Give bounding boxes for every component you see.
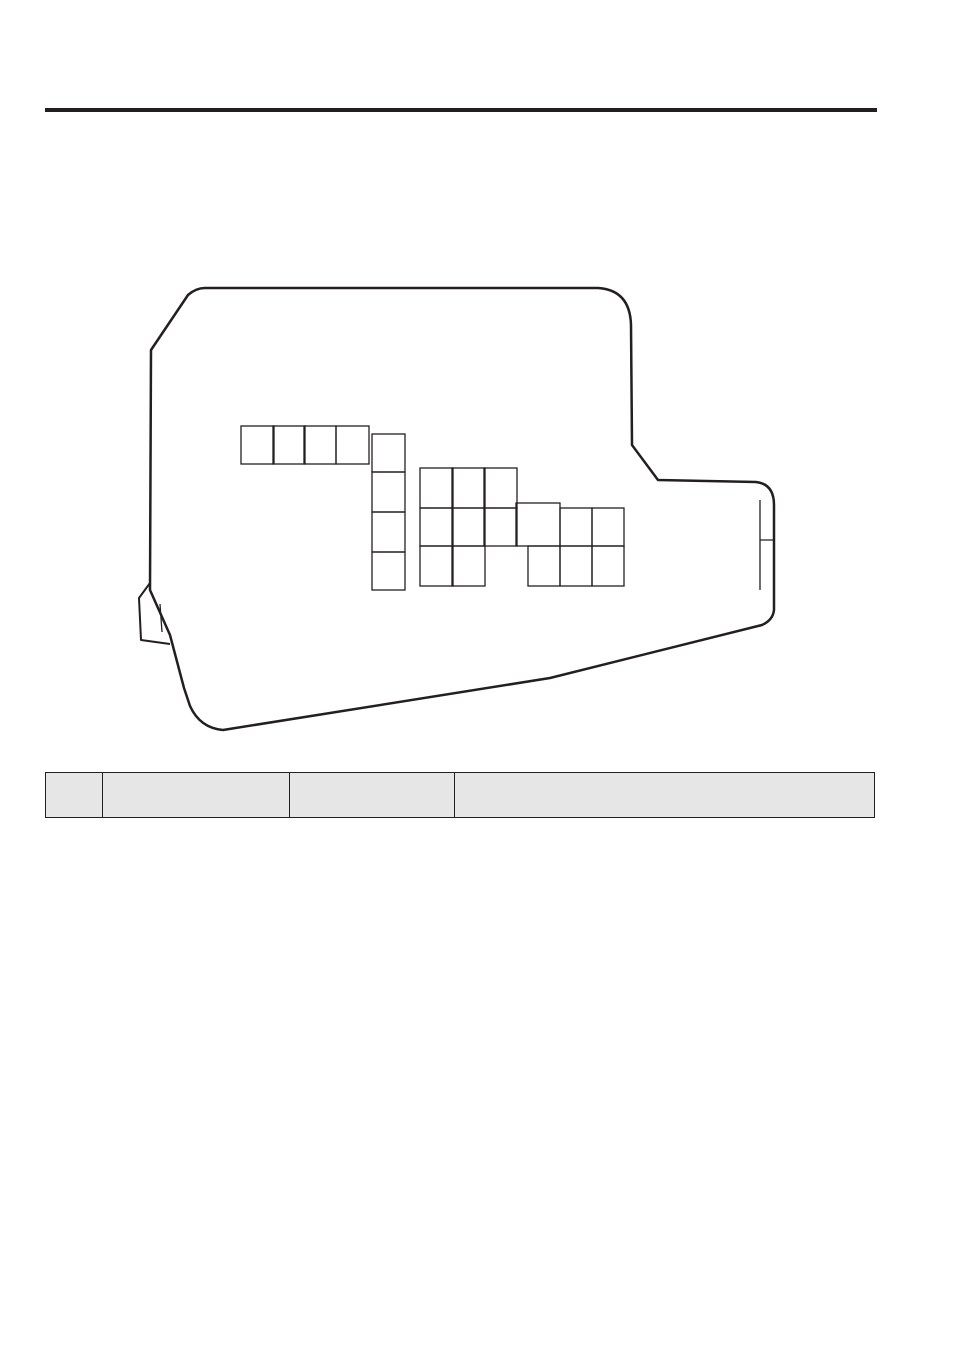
fuse-box-outline: [150, 288, 774, 730]
header-opis: [103, 773, 290, 818]
header-value: [290, 773, 455, 818]
table-header-row: [46, 773, 875, 818]
header-component: [455, 773, 875, 818]
fuse-table: [45, 772, 875, 818]
header-number: [46, 773, 103, 818]
relay-blocks: [241, 426, 624, 590]
fuse-box-tab: [139, 583, 170, 644]
